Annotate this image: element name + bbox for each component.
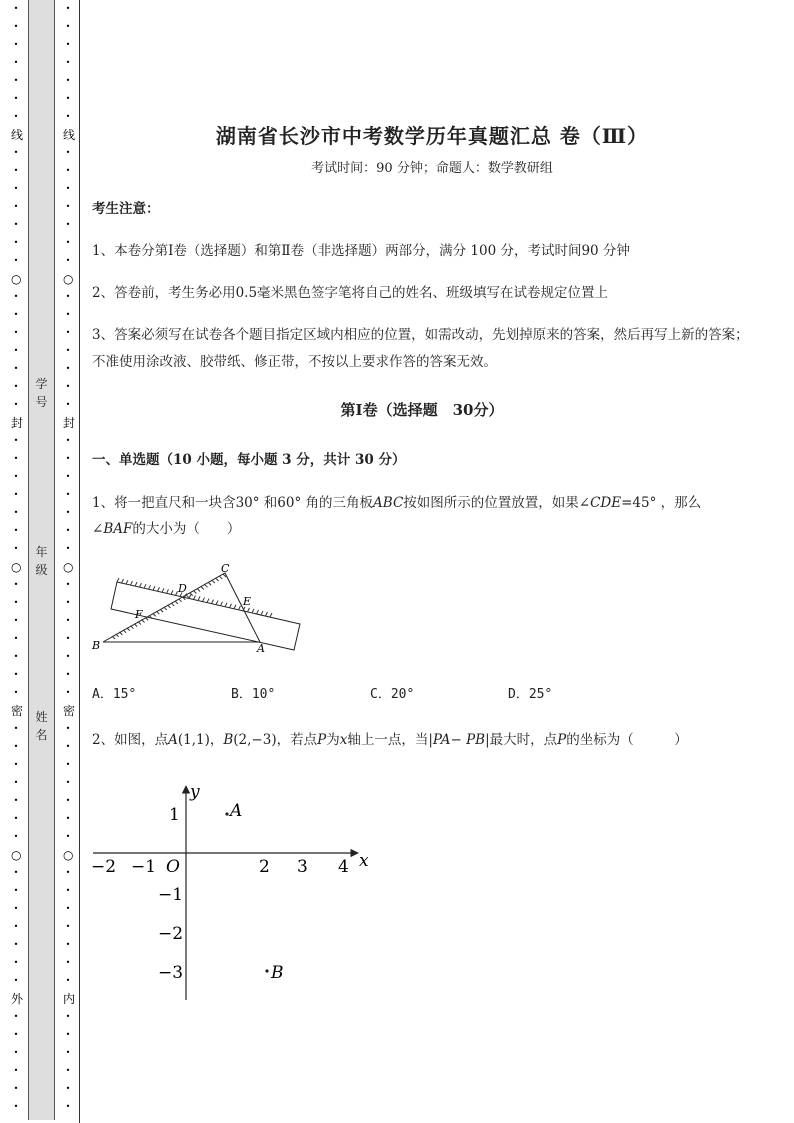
field-label-name xyxy=(28,708,55,744)
seal-dot: • xyxy=(13,1012,19,1021)
seal-dot: • xyxy=(65,184,71,193)
field-label-student-id xyxy=(28,375,55,411)
field-label-grade xyxy=(28,543,55,579)
seal-circle: ○ xyxy=(63,272,74,286)
seal-dot: • xyxy=(13,292,19,301)
hatch-mark xyxy=(175,601,178,604)
seal-dot: • xyxy=(65,400,71,409)
q2-point-a: A xyxy=(168,732,178,748)
seal-dot: • xyxy=(65,1066,71,1075)
hatch-mark xyxy=(230,604,232,608)
seal-dot: • xyxy=(13,256,19,265)
label-C: C xyxy=(221,562,230,575)
seal-mark: 封 xyxy=(63,416,76,430)
seal-dot: • xyxy=(13,76,19,85)
question-1-text xyxy=(92,490,752,542)
label-B: B xyxy=(92,639,101,652)
seal-dot: • xyxy=(13,1030,19,1039)
seal-dot: • xyxy=(13,436,19,445)
seal-dot: • xyxy=(13,688,19,697)
seal-dot: • xyxy=(13,328,19,337)
point-a-label: A xyxy=(230,801,243,821)
seal-dot: • xyxy=(13,472,19,481)
q2-text-a: 2、如图，点 xyxy=(92,732,169,748)
seal-dot: • xyxy=(65,760,71,769)
seal-dot: • xyxy=(65,202,71,211)
part-heading: 一、单选题（10 小题，每小题 3 分，共计 30 分） xyxy=(92,452,406,468)
seal-dot: • xyxy=(13,616,19,625)
seal-dot: • xyxy=(65,796,71,805)
q2-text-b: ，若点 xyxy=(276,732,318,748)
hatch-mark xyxy=(149,585,151,589)
page-title: 湖南省长沙市中考数学历年真题汇总 卷（Ⅲ） xyxy=(215,124,649,148)
point-b-marker xyxy=(265,969,268,972)
seal-dot: • xyxy=(13,526,19,535)
hatch-mark xyxy=(270,613,272,617)
seal-dot: • xyxy=(13,364,19,373)
seal-dot: • xyxy=(65,940,71,949)
hatch-mark xyxy=(205,584,208,587)
y-tick-label: −3 xyxy=(158,963,184,983)
q2-x: x xyxy=(339,732,348,748)
exam-info: 考试时间：90 分钟；命题人：数学教研组 xyxy=(311,161,553,176)
question-2-text xyxy=(92,727,752,753)
notice-heading: 考生注意： xyxy=(92,201,160,217)
seal-dot: • xyxy=(65,166,71,175)
seal-dot: • xyxy=(65,904,71,913)
q1-line2-post: 的大小为（ ） xyxy=(132,521,241,537)
seal-dot: • xyxy=(65,652,71,661)
field-label-text: 姓 名 xyxy=(35,710,48,742)
seal-dot: • xyxy=(13,832,19,841)
seal-dot: • xyxy=(65,454,71,463)
notice-item-1: 1、本卷分第Ⅰ卷（选择题）和第Ⅱ卷（非选择题）两部分，满分 100 分，考试时间90 分钟 xyxy=(92,243,630,259)
hatch-mark xyxy=(162,588,164,592)
x-tick-label: −1 xyxy=(131,857,157,877)
hatch-mark xyxy=(160,609,163,612)
q2-sep: ， xyxy=(209,732,224,748)
seal-dot: • xyxy=(13,202,19,211)
q2-point-p2: P xyxy=(557,732,567,748)
hatch-mark xyxy=(201,586,204,589)
seal-dot: • xyxy=(65,292,71,301)
seal-dot: • xyxy=(13,742,19,751)
seal-dot: • xyxy=(13,580,19,589)
hatch-mark xyxy=(219,576,222,579)
hatch-mark xyxy=(158,587,160,591)
seal-dot: • xyxy=(13,238,19,247)
seal-circle: ○ xyxy=(11,560,22,574)
seal-dot: • xyxy=(65,544,71,553)
hatch-mark xyxy=(153,613,156,616)
seal-dot: • xyxy=(65,238,71,247)
x-tick-label: 4 xyxy=(338,857,349,877)
hatch-mark xyxy=(212,600,214,604)
hatch-mark xyxy=(167,589,169,593)
seal-dot: • xyxy=(13,634,19,643)
q2-text-d: 轴上一点，当 xyxy=(347,732,429,748)
outer-seal-column xyxy=(11,0,24,1116)
seal-dot: • xyxy=(65,634,71,643)
seal-dot: • xyxy=(13,1084,19,1093)
seal-dot: • xyxy=(13,778,19,787)
seal-mark: 线 xyxy=(63,128,76,142)
hatch-mark xyxy=(257,610,259,614)
seal-mark: 密 xyxy=(11,704,24,718)
seal-dot: • xyxy=(13,490,19,499)
x-tick-label: 2 xyxy=(259,857,270,877)
seal-dot: • xyxy=(13,922,19,931)
seal-dot: • xyxy=(13,976,19,985)
seal-dot: • xyxy=(13,400,19,409)
seal-dot: • xyxy=(13,4,19,13)
seal-mark: 内 xyxy=(63,992,76,1006)
q1-text-a: 1、将一把直尺和一块含30° 和60° 角的三角板 xyxy=(92,495,374,511)
seal-dot: • xyxy=(65,472,71,481)
seal-dot: • xyxy=(65,958,71,967)
seal-dot: • xyxy=(13,670,19,679)
q1-option-a[interactable]: A．15° xyxy=(92,687,137,702)
q2-text-f: 的坐标为（ ） xyxy=(566,732,688,748)
q2-point-p: P xyxy=(317,732,327,748)
y-axis-label: y xyxy=(190,782,200,802)
seal-dot: • xyxy=(13,94,19,103)
q1-line2-pre: ∠ xyxy=(92,521,104,537)
seal-dot: • xyxy=(65,382,71,391)
seal-dot: • xyxy=(13,220,19,229)
y-tick-label: −1 xyxy=(158,885,184,905)
seal-dot: • xyxy=(13,760,19,769)
seal-circle: ○ xyxy=(63,560,74,574)
q2-coord-b: (2,−3) xyxy=(233,732,277,748)
seal-dot: • xyxy=(13,310,19,319)
seal-dot: • xyxy=(13,868,19,877)
hatch-mark xyxy=(207,599,209,603)
seal-dot: • xyxy=(65,742,71,751)
q1-text-b: 按如图所示的位置放置，如果∠ xyxy=(403,495,591,511)
hatch-mark xyxy=(186,595,189,598)
inner-seal-column xyxy=(63,0,76,1116)
hatch-mark xyxy=(171,590,173,594)
seal-dot: • xyxy=(65,436,71,445)
seal-dot: • xyxy=(65,1012,71,1021)
seal-dot: • xyxy=(65,346,71,355)
seal-dot: • xyxy=(65,508,71,517)
seal-dot: • xyxy=(13,652,19,661)
hatch-mark xyxy=(197,588,200,591)
hatch-mark xyxy=(131,581,133,585)
seal-dot: • xyxy=(13,940,19,949)
seal-dot: • xyxy=(65,868,71,877)
hatch-mark xyxy=(266,612,268,616)
hatch-mark xyxy=(145,617,148,620)
seal-dot: • xyxy=(13,112,19,121)
hatch-mark xyxy=(171,603,174,606)
y-tick-label: 1 xyxy=(169,805,180,825)
hatch-mark xyxy=(234,605,236,609)
seal-dot: • xyxy=(65,94,71,103)
seal-dot: • xyxy=(65,922,71,931)
seal-dot: • xyxy=(65,1030,71,1039)
hatch-mark xyxy=(122,579,124,583)
label-A: A xyxy=(257,642,265,655)
seal-dot: • xyxy=(13,166,19,175)
seal-dot: • xyxy=(13,40,19,49)
q2-text-e: 最大时，点 xyxy=(489,732,558,748)
q2-expression: |PA− PB| xyxy=(428,732,490,748)
seal-dot: • xyxy=(65,670,71,679)
q1-figure xyxy=(90,560,310,660)
seal-dot: • xyxy=(13,1066,19,1075)
hatch-mark xyxy=(212,580,215,583)
seal-dot: • xyxy=(65,778,71,787)
seal-dot: • xyxy=(65,616,71,625)
hatch-mark xyxy=(164,607,167,610)
seal-dot: • xyxy=(65,328,71,337)
hatch-mark xyxy=(117,578,119,582)
hatch-mark xyxy=(135,582,137,586)
x-tick-label: 3 xyxy=(297,857,308,877)
seal-dot: • xyxy=(65,22,71,31)
seal-dot: • xyxy=(65,220,71,229)
seal-dot: • xyxy=(13,724,19,733)
seal-dot: • xyxy=(65,76,71,85)
point-a-marker xyxy=(225,812,228,815)
seal-dot: • xyxy=(13,22,19,31)
hatch-mark xyxy=(198,597,200,601)
field-label-text: 年 级 xyxy=(35,545,48,577)
seal-circle: ○ xyxy=(63,848,74,862)
seal-dot: • xyxy=(65,256,71,265)
seal-dot: • xyxy=(65,724,71,733)
seal-mark: 封 xyxy=(11,416,24,430)
hatch-mark xyxy=(126,580,128,584)
notice-item-2: 2、答卷前，考生务必用0.5毫米黑色签字笔将自己的姓名、班级填写在试卷规定位置上 xyxy=(92,285,609,301)
seal-dot: • xyxy=(13,796,19,805)
seal-dot: • xyxy=(13,508,19,517)
x-tick-label: −2 xyxy=(91,857,117,877)
seal-dot: • xyxy=(13,814,19,823)
q2-text-c: 为 xyxy=(326,732,340,748)
seal-dot: • xyxy=(65,148,71,157)
seal-mark: 密 xyxy=(63,704,76,718)
field-label-text: 学 号 xyxy=(35,377,48,409)
hatch-mark xyxy=(239,606,241,610)
seal-mark: 线 xyxy=(11,128,24,142)
y-tick-label: −2 xyxy=(158,924,184,944)
seal-dot: • xyxy=(13,544,19,553)
hatch-mark xyxy=(252,609,254,613)
hatch-mark xyxy=(168,605,171,608)
hatch-mark xyxy=(140,583,142,587)
hatch-mark xyxy=(216,601,218,605)
hatch-mark xyxy=(194,596,196,600)
q2-coord-a: (1,1) xyxy=(177,732,210,748)
q1-option-c[interactable]: C．20° xyxy=(370,687,415,702)
seal-dot: • xyxy=(13,382,19,391)
seal-dot: • xyxy=(65,580,71,589)
seal-dot: • xyxy=(65,976,71,985)
seal-dot: • xyxy=(13,958,19,967)
point-b-label: B xyxy=(271,963,284,983)
seal-circle: ○ xyxy=(11,272,22,286)
seal-mark: 外 xyxy=(11,992,24,1006)
seal-dot: • xyxy=(65,1084,71,1093)
seal-dot: • xyxy=(65,4,71,13)
q2-point-b: B xyxy=(223,732,234,748)
seal-dot: • xyxy=(13,184,19,193)
q1-target-angle: BAF xyxy=(103,521,133,537)
seal-circle: ○ xyxy=(11,848,22,862)
seal-dot: • xyxy=(65,526,71,535)
hatch-mark xyxy=(189,594,191,598)
seal-dot: • xyxy=(13,598,19,607)
margin-rule xyxy=(79,0,80,1123)
seal-dot: • xyxy=(13,904,19,913)
seal-dot: • xyxy=(65,112,71,121)
q2-coordinate-graph xyxy=(88,780,388,1010)
seal-dot: • xyxy=(13,1048,19,1057)
origin-label: O xyxy=(166,857,180,877)
hatch-mark xyxy=(179,599,182,602)
seal-dot: • xyxy=(13,58,19,67)
hatch-mark xyxy=(225,603,227,607)
hatch-mark xyxy=(216,578,219,581)
seal-dot: • xyxy=(13,148,19,157)
seal-dot: • xyxy=(13,1102,19,1111)
seal-dot: • xyxy=(13,346,19,355)
q1-option-d[interactable]: D．25° xyxy=(508,687,553,702)
seal-dot: • xyxy=(65,688,71,697)
hatch-mark xyxy=(261,611,263,615)
hatch-mark xyxy=(193,591,196,594)
q1-angle-name: CDE xyxy=(590,495,622,511)
notice-item-3: 3、答案必须写在试卷各个题目指定区域内相应的位置，如需改动，先划掉原来的答案，然后再写上新的答案；不准使用涂改液、胶带纸、修正带，不按以上要求作答的答案无效。 xyxy=(92,327,749,370)
label-D: D xyxy=(178,582,187,595)
q1-option-b[interactable]: B．10° xyxy=(231,687,276,702)
seal-dot: • xyxy=(65,814,71,823)
seal-dot: • xyxy=(65,58,71,67)
seal-dot: • xyxy=(13,454,19,463)
label-F: F xyxy=(135,608,143,621)
seal-dot: • xyxy=(65,1102,71,1111)
hatch-mark xyxy=(203,598,205,602)
hatch-mark xyxy=(248,608,250,612)
seal-dot: • xyxy=(65,1048,71,1057)
section-title: 第Ⅰ卷（选择题 30分） xyxy=(340,401,504,419)
x-axis-label: x xyxy=(359,851,369,871)
hatch-mark xyxy=(208,582,211,585)
seal-dot: • xyxy=(65,598,71,607)
q1-text-c: =45° ，那么 xyxy=(621,495,702,511)
seal-dot: • xyxy=(65,832,71,841)
seal-dot: • xyxy=(65,364,71,373)
seal-dot: • xyxy=(65,40,71,49)
seal-dot: • xyxy=(65,490,71,499)
q1-triangle-name: ABC xyxy=(373,495,404,511)
hatch-mark xyxy=(153,586,155,590)
seal-dot: • xyxy=(65,886,71,895)
seal-dot: • xyxy=(13,886,19,895)
label-E: E xyxy=(243,595,252,608)
hatch-mark xyxy=(144,584,146,588)
hatch-mark xyxy=(221,602,223,606)
seal-dot: • xyxy=(65,310,71,319)
hatch-mark xyxy=(156,611,159,614)
